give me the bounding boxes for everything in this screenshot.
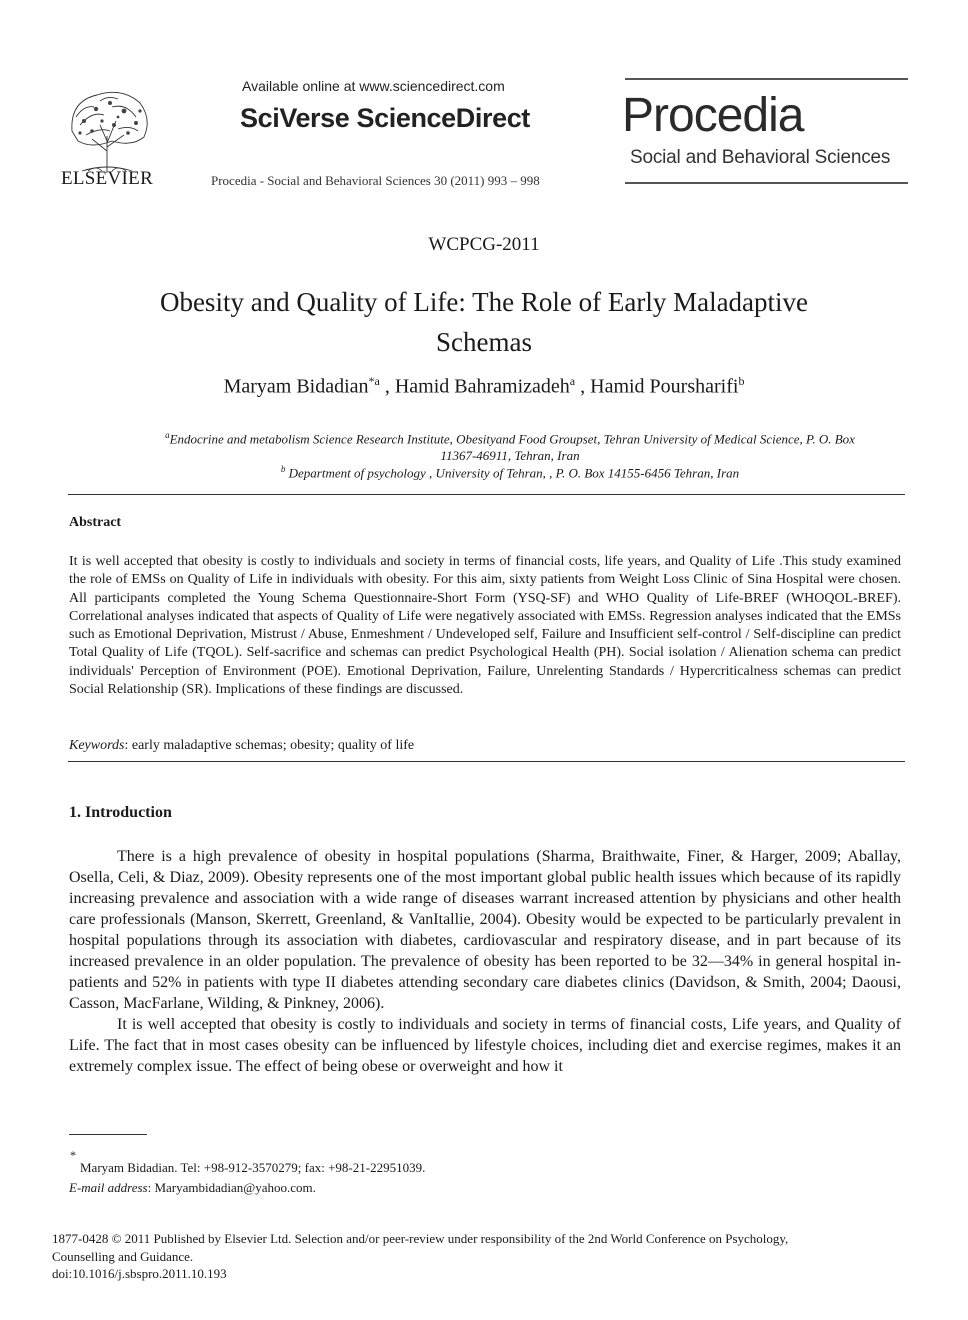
affiliation-text: Endocrine and metabolism Science Research Institute, Obesityand Food Groupset, Tehran University of Medical Science, P. O. Box <box>169 431 855 447</box>
affiliation-a <box>120 427 900 464</box>
author-list <box>0 374 968 399</box>
intro-body <box>69 846 901 1077</box>
conference-name: WCPCG-2011 <box>428 234 540 255</box>
paragraph: There is a high prevalence of obesity in hospital populations (Sharma, Braithwaite, Finer, & Harger, 2009; Aballay, Osella, Celi, & Diaz, 2009). Obesity represents one of the most important global public health issues which because of its rapidly increasing prevalence and association with a wide range of diseases warrant increased attention by physicians and other health care professionals (Manson, Skerrett, Greenland, & VanItallie, 2004). Obesity would be expected to be particularly prevalent in hospital populations through its association with diabetes, cardiovascular and respiratory disease, and in part because of its increased prevalence in an older population. The prevalence of obesity has been reported to be 32—34% in general hospital in-patients and 52% in patients with type II diabetes attending secondary care diabetes clinics (Davidson, & Smith, 2004; Daousi, Casson, MacFarlane, Wilding, & Pinkney, 2006). <box>69 848 901 1012</box>
author-name: Maryam Bidadian <box>223 375 369 398</box>
abstract-text: It is well accepted that obesity is costly to individuals and society in terms of financial costs, life years, and Quality of Life .This study examined the role of EMSs on Quality of Life in individuals with obesity. For this aim, sixty patients from Weight Loss Clinic of Sina Hospital were chosen. All participants completed the Young Schema Questionnaire-Short Form (YSQ-SF) and WHO Quality of Life-BREF (WHOQOL-BREF). Correlational analyses indicated that aspects of Quality of Life were negatively associated with EMSs. Regression analyses indicated that the EMSs such as Emotional Deprivation, Mistrust / Abuse, Enmeshment / Undeveloped self, Failure and Insufficient self-control / Self-discipline can predict Total Quality of Life (TQOL). Self-sacrifice and schemas can predict Psychological Health (PH). Social isolation / Alienation schema can predict individuals' Perception of Environment (POE). Emotional Deprivation, Failure, Unrelenting Standards / Hypercriticalness schemas can predict Social Relationship (SR). Implications of these findings are discussed. <box>69 554 901 698</box>
procedia-subtitle: Social and Behavioral Sciences <box>630 147 891 168</box>
abstract-divider <box>68 761 905 762</box>
article-title <box>60 282 908 362</box>
footnote-rule <box>69 1134 147 1135</box>
affiliation-b <box>120 461 900 481</box>
procedia-top-rule <box>625 78 908 80</box>
journal-citation: Procedia - Social and Behavioral Sciences 30 (2011) 993 – 998 <box>211 173 540 188</box>
affiliation-text: Department of psychology , University of Tehran, , P. O. Box 14155-6456 Tehran, Iran <box>285 465 740 481</box>
title-line-1: Obesity and Quality of Life: The Role of Early Maladaptive <box>159 287 809 317</box>
author-name: Hamid Bahramizadeh <box>394 375 570 398</box>
author-name: Hamid Poursharifi <box>590 375 739 398</box>
copyright-block <box>52 1230 922 1283</box>
author-sup: *a <box>368 374 380 388</box>
keywords <box>69 738 414 754</box>
procedia-bottom-rule <box>625 182 908 184</box>
available-online-text: Available online at www.sciencedirect.com <box>242 78 505 94</box>
doi: doi:10.1016/j.sbspro.2011.10.193 <box>52 1266 227 1281</box>
copyright-line-2: Counselling and Guidance. <box>52 1248 194 1264</box>
sciverse-sciencedirect-logo: SciVerse ScienceDirect <box>240 103 530 133</box>
procedia-logo: Procedia <box>622 89 804 142</box>
title-line-2: Schemas <box>436 327 532 357</box>
affiliation-text-line2: 11367-46911, Tehran, Iran <box>440 448 580 464</box>
author-sup: b <box>738 374 745 388</box>
keywords-label: Keywords <box>69 738 125 753</box>
copyright-line-1: 1877-0428 © 2011 Published by Elsevier Ltd. Selection and/or peer-review under responsibility of the 2nd World Conference on Psychology, <box>52 1231 789 1246</box>
footnote-contact: Maryam Bidadian. Tel: +98-912-3570279; fax: +98-21-22951039. <box>80 1160 426 1175</box>
footnote-mark: * <box>70 1148 76 1162</box>
affiliation-sup: b <box>280 464 286 474</box>
keywords-text: : early maladaptive schemas; obesity; quality of life <box>124 738 415 753</box>
author-sup: a <box>569 374 576 388</box>
affiliation-sup: a <box>165 430 170 440</box>
author-separator: , <box>379 375 395 398</box>
email-address: : Maryambidadian@yahoo.com. <box>147 1180 316 1195</box>
section-heading: 1. Introduction <box>69 804 172 821</box>
email-label: E-mail address <box>69 1180 148 1195</box>
author-separator: , <box>575 375 591 398</box>
paragraph: It is well accepted that obesity is costly to individuals and society in terms of financial costs, Life years, and Quality of Life. The fact that in most cases obesity can be influenced by lifestyle choices, including diet and exercise regimes, makes it an extremely complex issue. The effect of being obese or overweight and how it <box>69 1016 901 1075</box>
footnote-email <box>69 1180 316 1196</box>
header-divider <box>68 494 905 495</box>
abstract-heading: Abstract <box>69 515 122 530</box>
elsevier-wordmark: ELSEVIER <box>60 168 154 189</box>
